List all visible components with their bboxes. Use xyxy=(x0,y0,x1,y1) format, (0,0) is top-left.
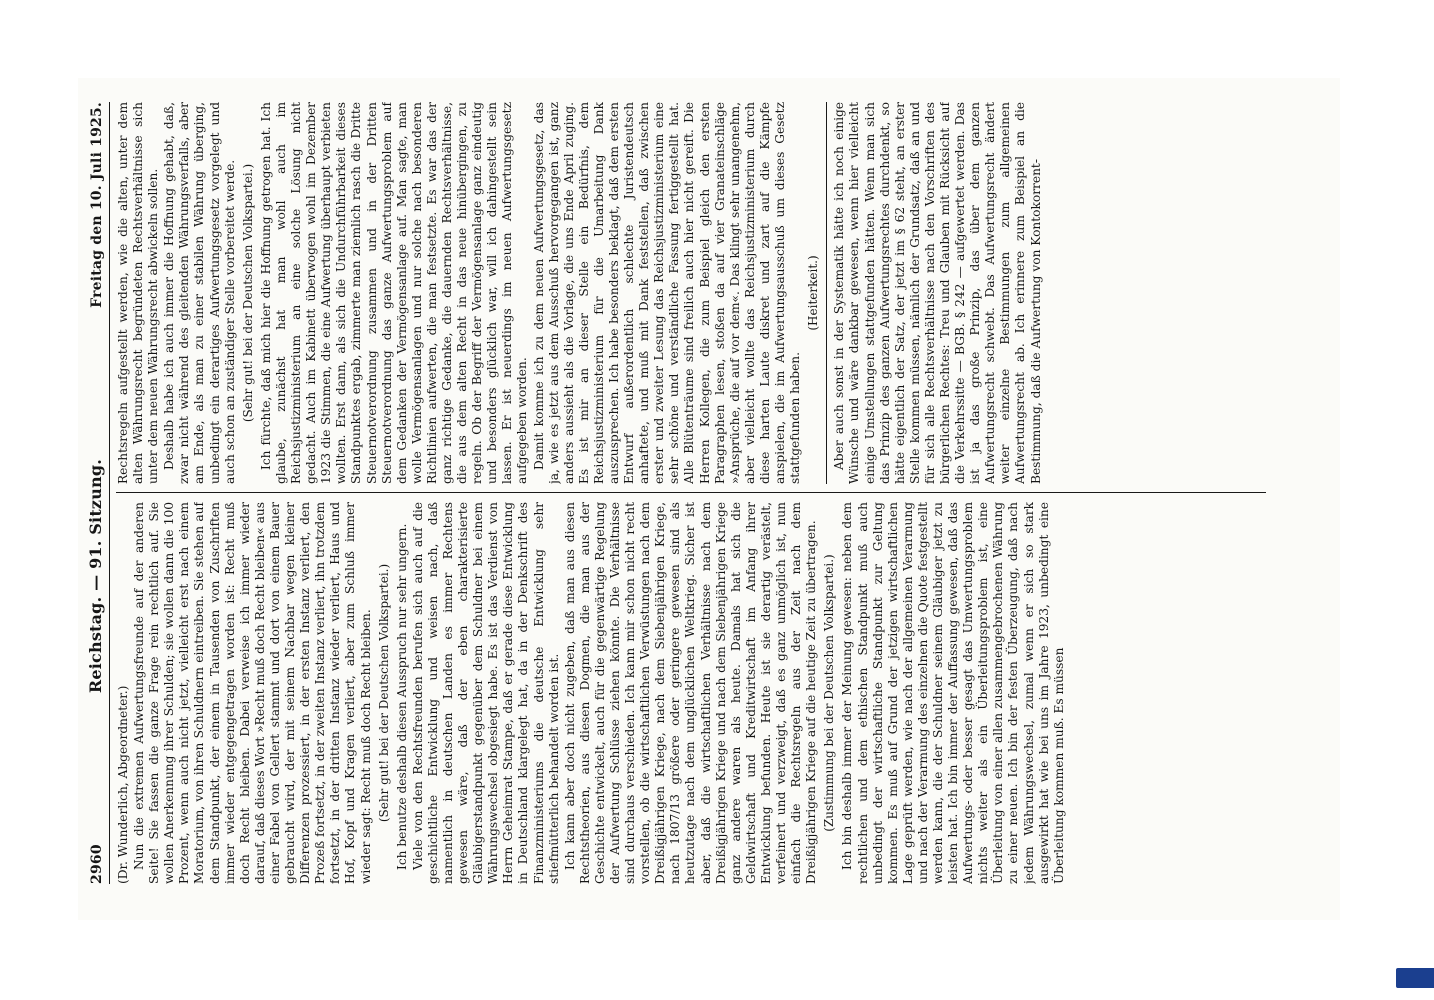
interjection: (Sehr gut! bei der Deutschen Volkspartei.) xyxy=(240,163,255,423)
right-column xyxy=(116,102,1266,484)
paragraph: Ich bin deshalb immer der Meinung gewesen: neben dem rechtlichen und dem ethischen Standpunkt muß auch unbedingt der wirtschaftliche Standpunkt zur Geltung kommen. Es muß auf Grund der jetzigen wirtschaftlichen Lage geprüft werden, wie nach der allgemeinen Verarmung und nach der Verarmung des einzelnen die Quote festgestellt werden kann, die der Schuldner seinem Gläubiger jetzt zu leisten hat. Ich bin immer der Auffassung gewesen, daß das Aufwertungs- oder besser gesagt das Umwertungsproblem nichts weiter als ein Überleitungsproblem ist, eine Überleitung von einer allen zusammengebrochenen Währung zu einer neuen. Ich bin der festen Überzeugung, daß nach jedem Währungswechsel, zumal wenn er sich so stark ausgewirkt hat wie bei uns im Jahre 1923, unbedingt eine Überleitung kommen muß. Es müssen xyxy=(840,502,1066,884)
page-number: 2960 xyxy=(89,844,105,884)
paragraph: Ich fürchte, daß mich hier die Hoffnung getrogen hat. Ich glaube, zunächst hat man wohl auch im Reichsjustizministerium an eine solche Lösung nicht gedacht. Auch im Kabinett überwogen wohl im Dezember 1923 die Stimmen, die eine Aufwertung überhaupt verbieten wollten. Erst dann, als sich die Undurchführbarkeit dieses Standpunktes ergab, zimmerte man ziemlich rasch die Dritte Steuernotverordnung zusammen und in der Dritten Steuernotverordnung das ganze Aufwertungsproblem auf dem Gedanken der Vermögensanlage auf. Man sagte, man wolle Vermögensanlagen und nur solche nach besonderen Richtlinien aufwerten, die man festsetzte. Es war das der ganz richtige Gedanke, die dauernden Rechtsverhältnisse, die aus dem alten Recht in das neue hinübergingen, zu regeln. Ob der Begriff der Vermögensanlage ganz eindeutig und besonders glücklich war, will ich dahingestellt sein lassen. Er ist neuerdings im neuen Aufwertungsgesetz aufgegeben worden. xyxy=(258,102,530,484)
text-columns xyxy=(116,102,1266,884)
paragraph: Rechtsregeln aufgestellt werden, wie die alten, unter dem alten Währungsrecht begründeten Rechtsverhältnisse sich unter dem neuen Währungsrecht abwickeln sollen. xyxy=(116,102,161,484)
paragraph: Damit komme ich zu dem neuen Aufwertungsgesetz, das ja, wie es jetzt aus dem Ausschuß hervorgegangen ist, ganz anders aussieht als die Vorlage, die uns Ende April zuging. Es ist mir an dieser Stelle ein Bedürfnis, dem Reichsjustizministerium für die Umarbeitung Dank auszusprechen. Ich habe besonders beklagt, daß dem ersten Entwurf außerordentlich schlechte Juristendeutsch anhaftete, und muß mit Dank feststellen, daß zwischen erster und zweiter Lesung das Reichsjustizministerium eine sehr schöne und verständliche Fassung fertiggestellt hat. Alle Blütenträume sind freilich auch hier nicht gereift. Die Herren Kollegen, die zum Beispiel gleich den ersten Paragraphen lesen, stoßen da auf vier Granateinschläge »Ansprüche, die auf vor dem«. Das klingt sehr unangenehm, aber vielleicht wollte das Reichsjustizministerium durch diese harten Laute diskret und zart auf die Kämpfe anspielen, die im Aufwertungsausschuß um dieses Gesetz stattgefunden haben. xyxy=(531,102,803,484)
scanned-page xyxy=(78,78,1340,920)
dfg-logo xyxy=(1396,968,1434,988)
page-content xyxy=(78,78,1340,920)
credit-text xyxy=(1402,8,1422,992)
section-rule xyxy=(826,102,827,484)
session-title: Reichstag. — 91. Sitzung. xyxy=(86,458,105,694)
paragraph: Viele von den Rechtsfreunden berufen sich auch auf die geschichtliche Entwicklung und weisen nach, daß namentlich in deutschen Landen es immer Rechtens gewesen wäre, daß der eben charakterisierte Gläubigerstandpunkt gegenüber dem Schuldner bei einem Währungswechsel obgesiegt habe. Es ist das Verdienst von Herrn Geheimrat Stampe, daß er gerade diese Entwicklung in Deutschland klargelegt hat, da in der Denkschrift des Finanzministeriums die deutsche Entwicklung sehr stiefmütterlich behandelt worden ist. xyxy=(410,502,561,884)
session-date: Freitag den 10. Juli 1925. xyxy=(89,102,105,308)
speaker-note: (Dr. Wunderlich, Abgeordneter.) xyxy=(116,685,130,884)
page-header xyxy=(86,102,110,884)
interjection: (Heiterkeit.) xyxy=(806,255,821,331)
paragraph: Nun die extremen Aufwertungsfreunde auf der anderen Seite! Sie fassen die ganze Frage rein rechtlich auf. Sie wollen Anerkennung ihrer Schulden; sie wollen dann die 100 Prozent, wenn auch nicht jetzt, vielleicht erst nach einem Moratorium, von ihren Schuldnern eintreiben. Sie stehen auf dem Standpunkt, der einem in Tausenden von Zuschriften immer wieder entgegengetragen worden ist: Recht muß doch Recht bleiben. Dabei verweise ich immer wieder darauf, daß dieses Wort »Recht muß doch Recht bleiben« aus einer Fabel von Gellert stammt und dort von einem Bauer gebraucht wird, der mit seinem Nachbar wegen kleiner Differenzen prozessiert, in der ersten Instanz verliert, den Prozeß fortsetzt, in der zweiten Instanz verliert, ihn trotzdem fortsetzt, in der dritten Instanz wieder verliert, Haus und Hof, Kopf und Kragen verliert, aber zum Schluß immer wieder sagt: Recht muß doch Recht bleiben. xyxy=(132,502,373,884)
interjection: (Sehr gut! bei der Deutschen Volkspartei.) xyxy=(376,563,391,823)
column-divider xyxy=(116,493,1266,494)
digitization-credit xyxy=(1402,8,1422,992)
left-column xyxy=(116,502,1266,884)
interjection: (Zustimmung bei der Deutschen Volkspartei.) xyxy=(822,554,837,832)
paragraph: Ich kann aber doch nicht zugeben, daß man aus diesen Rechtstheorien, aus diesen Dogmen, die man aus der Geschichte entwickelt, auch für die gegenwärtige Regelung der Aufwertung Schlüsse ziehen könnte. Die Verhältnisse sind durchaus verschieden. Ich kann mir schon nicht recht vorstellen, ob die wirtschaftlichen Verwüstungen nach dem Dreißigjährigen Kriege, nach dem Siebenjährigen Kriege, nach 1807/13 größere oder geringere gewesen sind als heutzutage nach dem unglücklichen Weltkrieg. Sicher ist aber, daß die wirtschaftlichen Verhältnisse nach dem Dreißigjährigen Kriege und nach dem Siebenjährigen Kriege ganz andere waren als heute. Damals hat sich die Geldwirtschaft und Kreditwirtschaft im Anfang ihrer Entwicklung befunden. Heute ist sie derartig verästelt, verfeinert und verzweigt, daß es ganz unmöglich ist, nun einfach die Rechtsregeln aus der Zeit nach dem Dreißigjährigen Kriege auf die heutige Zeit zu übertragen. xyxy=(562,502,819,884)
paragraph: Deshalb habe ich auch immer die Hoffnung gehabt, daß, zwar nicht während des gleitenden Währungsverfalls, aber am Ende, als man zu einer stabilen Währung überging, unbedingt ein derartiges Aufwertungsgesetz vorgelegt und auch schon an zuständiger Stelle vorbereitet werde. xyxy=(162,102,237,484)
paragraph: Ich benutze deshalb diesen Ausspruch nur sehr ungern. xyxy=(394,523,409,870)
paragraph: Aber auch sonst in der Systematik hätte ich noch einige Wünsche und wäre dankbar gewesen, wenn hier vielleicht einige Umstellungen stattgefunden hätten. Wenn man sich das Prinzip des ganzen Aufwertungsrechtes durchdenkt, so hätte eigentlich der Satz, der jetzt im § 62 steht, an erster Stelle kommen müssen, nämlich der Grundsatz, daß an und für sich alle Rechtsverhältnisse nach den Vorschriften des bürgerlichen Rechtes: Treu und Glauben mit Rücksicht auf die Verkehrssitte — BGB. § 242 — aufgewertet werden. Das ist ja das große Prinzip, das über dem ganzen Aufwertungsrecht schwebt. Das Aufwertungsrecht ändert weiter einzelne Bestimmungen zum allgemeinen Aufwertungsrecht ab. Ich erinnere zum Beispiel an die Bestimmung, daß die Aufwertung von Kontokorrent- xyxy=(832,102,1043,484)
